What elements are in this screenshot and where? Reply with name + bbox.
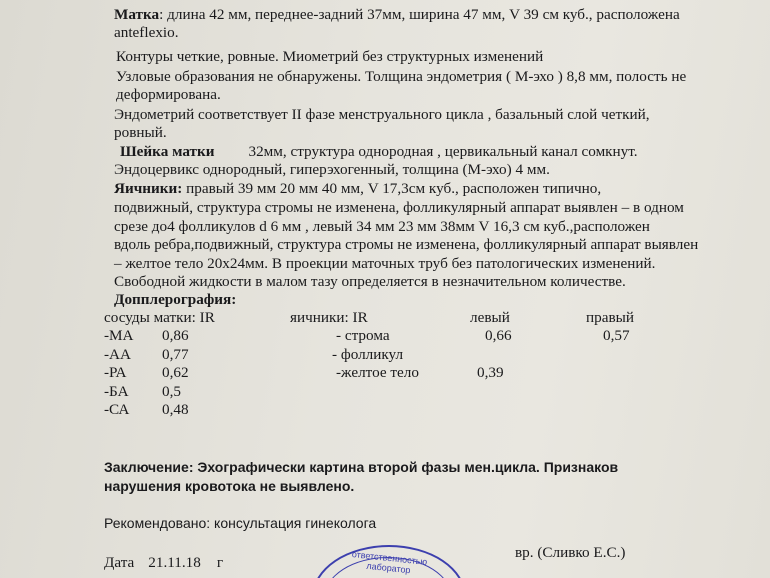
contours-line: Контуры четкие, ровные. Миометрий без структурных изменений — [116, 48, 544, 65]
endometrium-line: Эндометрий соответствует II фазе менструального цикла , базальный слой четкий, — [114, 106, 650, 123]
conclusion-line-2: нарушения кровотока не выявлено. — [104, 478, 355, 494]
clinic-stamp — [312, 545, 466, 578]
doctor-signature-name: вр. (Сливко Е.С.) — [515, 544, 626, 561]
ovary-name-stroma: - строма — [336, 327, 390, 344]
ovary-left-stroma: 0,66 — [485, 327, 512, 344]
date-value: 21.11.18 — [148, 554, 201, 571]
uterine-name-ma: -МА — [104, 327, 134, 344]
uterine-name-ba: -БА — [104, 383, 129, 400]
cervix-label: Шейка матки — [120, 143, 215, 160]
ovaries-line — [114, 180, 601, 198]
ovaries-ir-header: яичники: IR — [290, 309, 368, 326]
ovaries-line-5: – желтое тело 20х24мм. В проекции маточных труб без патологических изменений. — [114, 255, 656, 272]
ovaries-line-4: вдоль ребра,подвижный, структура стромы не изменена, фолликулярный аппарат выявлен — [114, 236, 699, 253]
uterine-name-sa: -СА — [104, 401, 130, 418]
ovary-name-follicle: - фолликул — [332, 346, 404, 363]
ovary-left-corpus-luteum: 0,39 — [477, 364, 504, 381]
ovary-name-corpus-luteum: -желтое тело — [336, 364, 419, 381]
uterine-value-sa: 0,48 — [162, 401, 189, 418]
uterine-name-ra: -РА — [104, 364, 127, 381]
free-fluid-line: Свободной жидкости в малом тазу определяется в незначительном количестве. — [114, 273, 626, 290]
uterine-value-ma: 0,86 — [162, 327, 189, 344]
ovaries-label: Яичники: — [114, 180, 183, 197]
ovaries-line-2: подвижный, структура стромы не изменена, фолликулярный аппарат выявлен – в одном — [114, 199, 684, 216]
doppler-heading: Допплерография: — [114, 291, 237, 308]
left-column-header: левый — [470, 309, 510, 326]
cervix-text: 32мм, структура однородная , цервикальный канал сомкнут. — [248, 143, 638, 160]
nodes-line: Узловые образования не обнаружены. Толщина эндометрия ( М-эхо ) 8,8 мм, полость не — [116, 68, 687, 85]
stamp-text: ответственностью лаборатор — [351, 549, 428, 576]
date-line — [104, 554, 223, 572]
uterine-name-aa: -АА — [104, 346, 131, 363]
ovaries-text: правый 39 мм 20 мм 40 мм, V 17,3см куб., расположен типично, — [186, 180, 602, 197]
uterus-label: Матка — [114, 6, 160, 23]
recommendation-line: Рекомендовано: консультация гинеколога — [104, 515, 377, 531]
uterus-text: : длина 42 мм, переднее-задний 37мм, ширина 47 мм, V 39 см куб., расположена — [159, 6, 680, 23]
uterus-line — [114, 6, 680, 24]
nodes-line-2: деформирована. — [116, 86, 221, 103]
endometrium-line-2: ровный. — [114, 124, 167, 141]
endocervix-line: Эндоцервикс однородный, гиперэхогенный, толщина (М-эхо) 4 мм. — [114, 161, 550, 178]
cervix-line — [120, 143, 638, 161]
uterine-vessels-header: сосуды матки: IR — [104, 309, 215, 326]
uterine-value-ba: 0,5 — [162, 383, 181, 400]
uterine-value-aa: 0,77 — [162, 346, 189, 363]
date-suffix: г — [216, 554, 224, 571]
right-column-header: правый — [586, 309, 634, 326]
conclusion-line-1: Заключение: Эхографически картина второй фазы мен.цикла. Признаков — [104, 459, 619, 475]
ovary-right-stroma: 0,57 — [603, 327, 630, 344]
uterine-value-ra: 0,62 — [162, 364, 189, 381]
ovaries-line-3: срезе до4 фолликулов d 6 мм , левый 34 мм 23 мм 38мм V 16,3 см куб.,расположен — [114, 218, 650, 235]
date-label: Дата — [104, 554, 135, 571]
uterus-line-2: anteflexio. — [114, 24, 179, 41]
